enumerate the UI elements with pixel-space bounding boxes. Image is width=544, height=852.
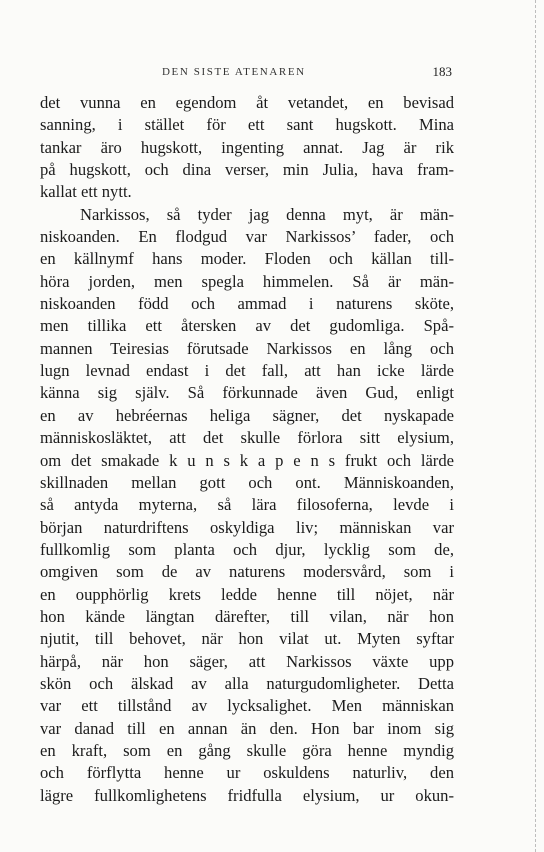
text-line: en källnymf hans moder. Floden och källan till- [40, 249, 454, 269]
text-line: och förflytta henne ur oskuldens naturliv, den [40, 763, 454, 783]
text-line: känna sig själv. Så förkunnade även Gud, enligt [40, 383, 454, 403]
text-line: en oupphörlig krets ledde henne till nöjet, när [40, 584, 454, 604]
paragraph-1 [40, 92, 454, 204]
text-line: var danad till en annan än den. Hon bar inom sig [40, 718, 454, 738]
running-title: DEN SISTE ATENAREN [162, 66, 306, 78]
text-line: lägre fullkomlighetens fridfulla elysium, ur okun- [40, 785, 454, 805]
text-line: men tillika ett återsken av det gudomliga. Spå- [40, 316, 454, 336]
scan-edge-line [535, 0, 536, 852]
text-line: en kraft, som en gång skulle göra henne myndig [40, 740, 454, 760]
body-text [40, 92, 454, 807]
text-line: en av hebréernas heliga sägner, det nyskapade [40, 405, 454, 425]
text-line: tankar äro hugskott, ingenting annat. Jag är rik [40, 137, 454, 157]
text-line: på hugskott, och dina verser, min Julia, hava fram- [40, 160, 454, 180]
text-line: skön och älskad av alla naturgudomligheter. Detta [40, 673, 454, 693]
text-line: sanning, i stället för ett sant hugskott. Mina [40, 115, 454, 135]
page-number: 183 [432, 64, 452, 79]
running-head [40, 64, 452, 84]
text-line: om det smakade k u n s k a p e n s frukt och lärde [40, 450, 454, 470]
text-line: niskoanden född och ammad i naturens sköte, [40, 294, 454, 314]
text-line: mannen Teiresias förutsade Narkissos en lång och [40, 338, 454, 358]
text-line: lugn levnad endast i det fall, att han icke lärde [40, 361, 454, 381]
text-line: var ett tillstånd av lycksalighet. Men människan [40, 696, 454, 716]
text-line: människosläktet, att det skulle förlora sitt elysium, [40, 428, 454, 448]
text-line: det vunna en egendom åt vetandet, en bevisad [40, 93, 454, 112]
text-line: omgiven som de av naturens modersvård, som i [40, 562, 454, 582]
text-line: niskoanden. En flodgud var Narkissos’ fader, och [40, 227, 454, 247]
text-line: Narkissos, så tyder jag denna myt, är män- [80, 204, 454, 224]
text-line: skillnaden mellan gott och ont. Människoanden, [40, 472, 454, 492]
text-line: så antyda myterna, så lära filosoferna, levde i [40, 495, 454, 515]
paragraph-2 [40, 204, 454, 807]
text-line: kallat ett nytt. [40, 182, 132, 202]
text-line: hon kände längtan därefter, till vilan, när hon [40, 606, 454, 626]
text-line: fullkomlig som planta och djur, lycklig som de, [40, 539, 454, 559]
text-line: härpå, när hon säger, att Narkissos växte upp [40, 651, 454, 671]
text-line: njutit, till behovet, när hon vilat ut. Myten syftar [40, 629, 454, 649]
text-line: höra jorden, men spegla himmelen. Så är män- [40, 271, 454, 291]
text-line: början naturdriftens oskyldiga liv; människan var [40, 517, 454, 537]
